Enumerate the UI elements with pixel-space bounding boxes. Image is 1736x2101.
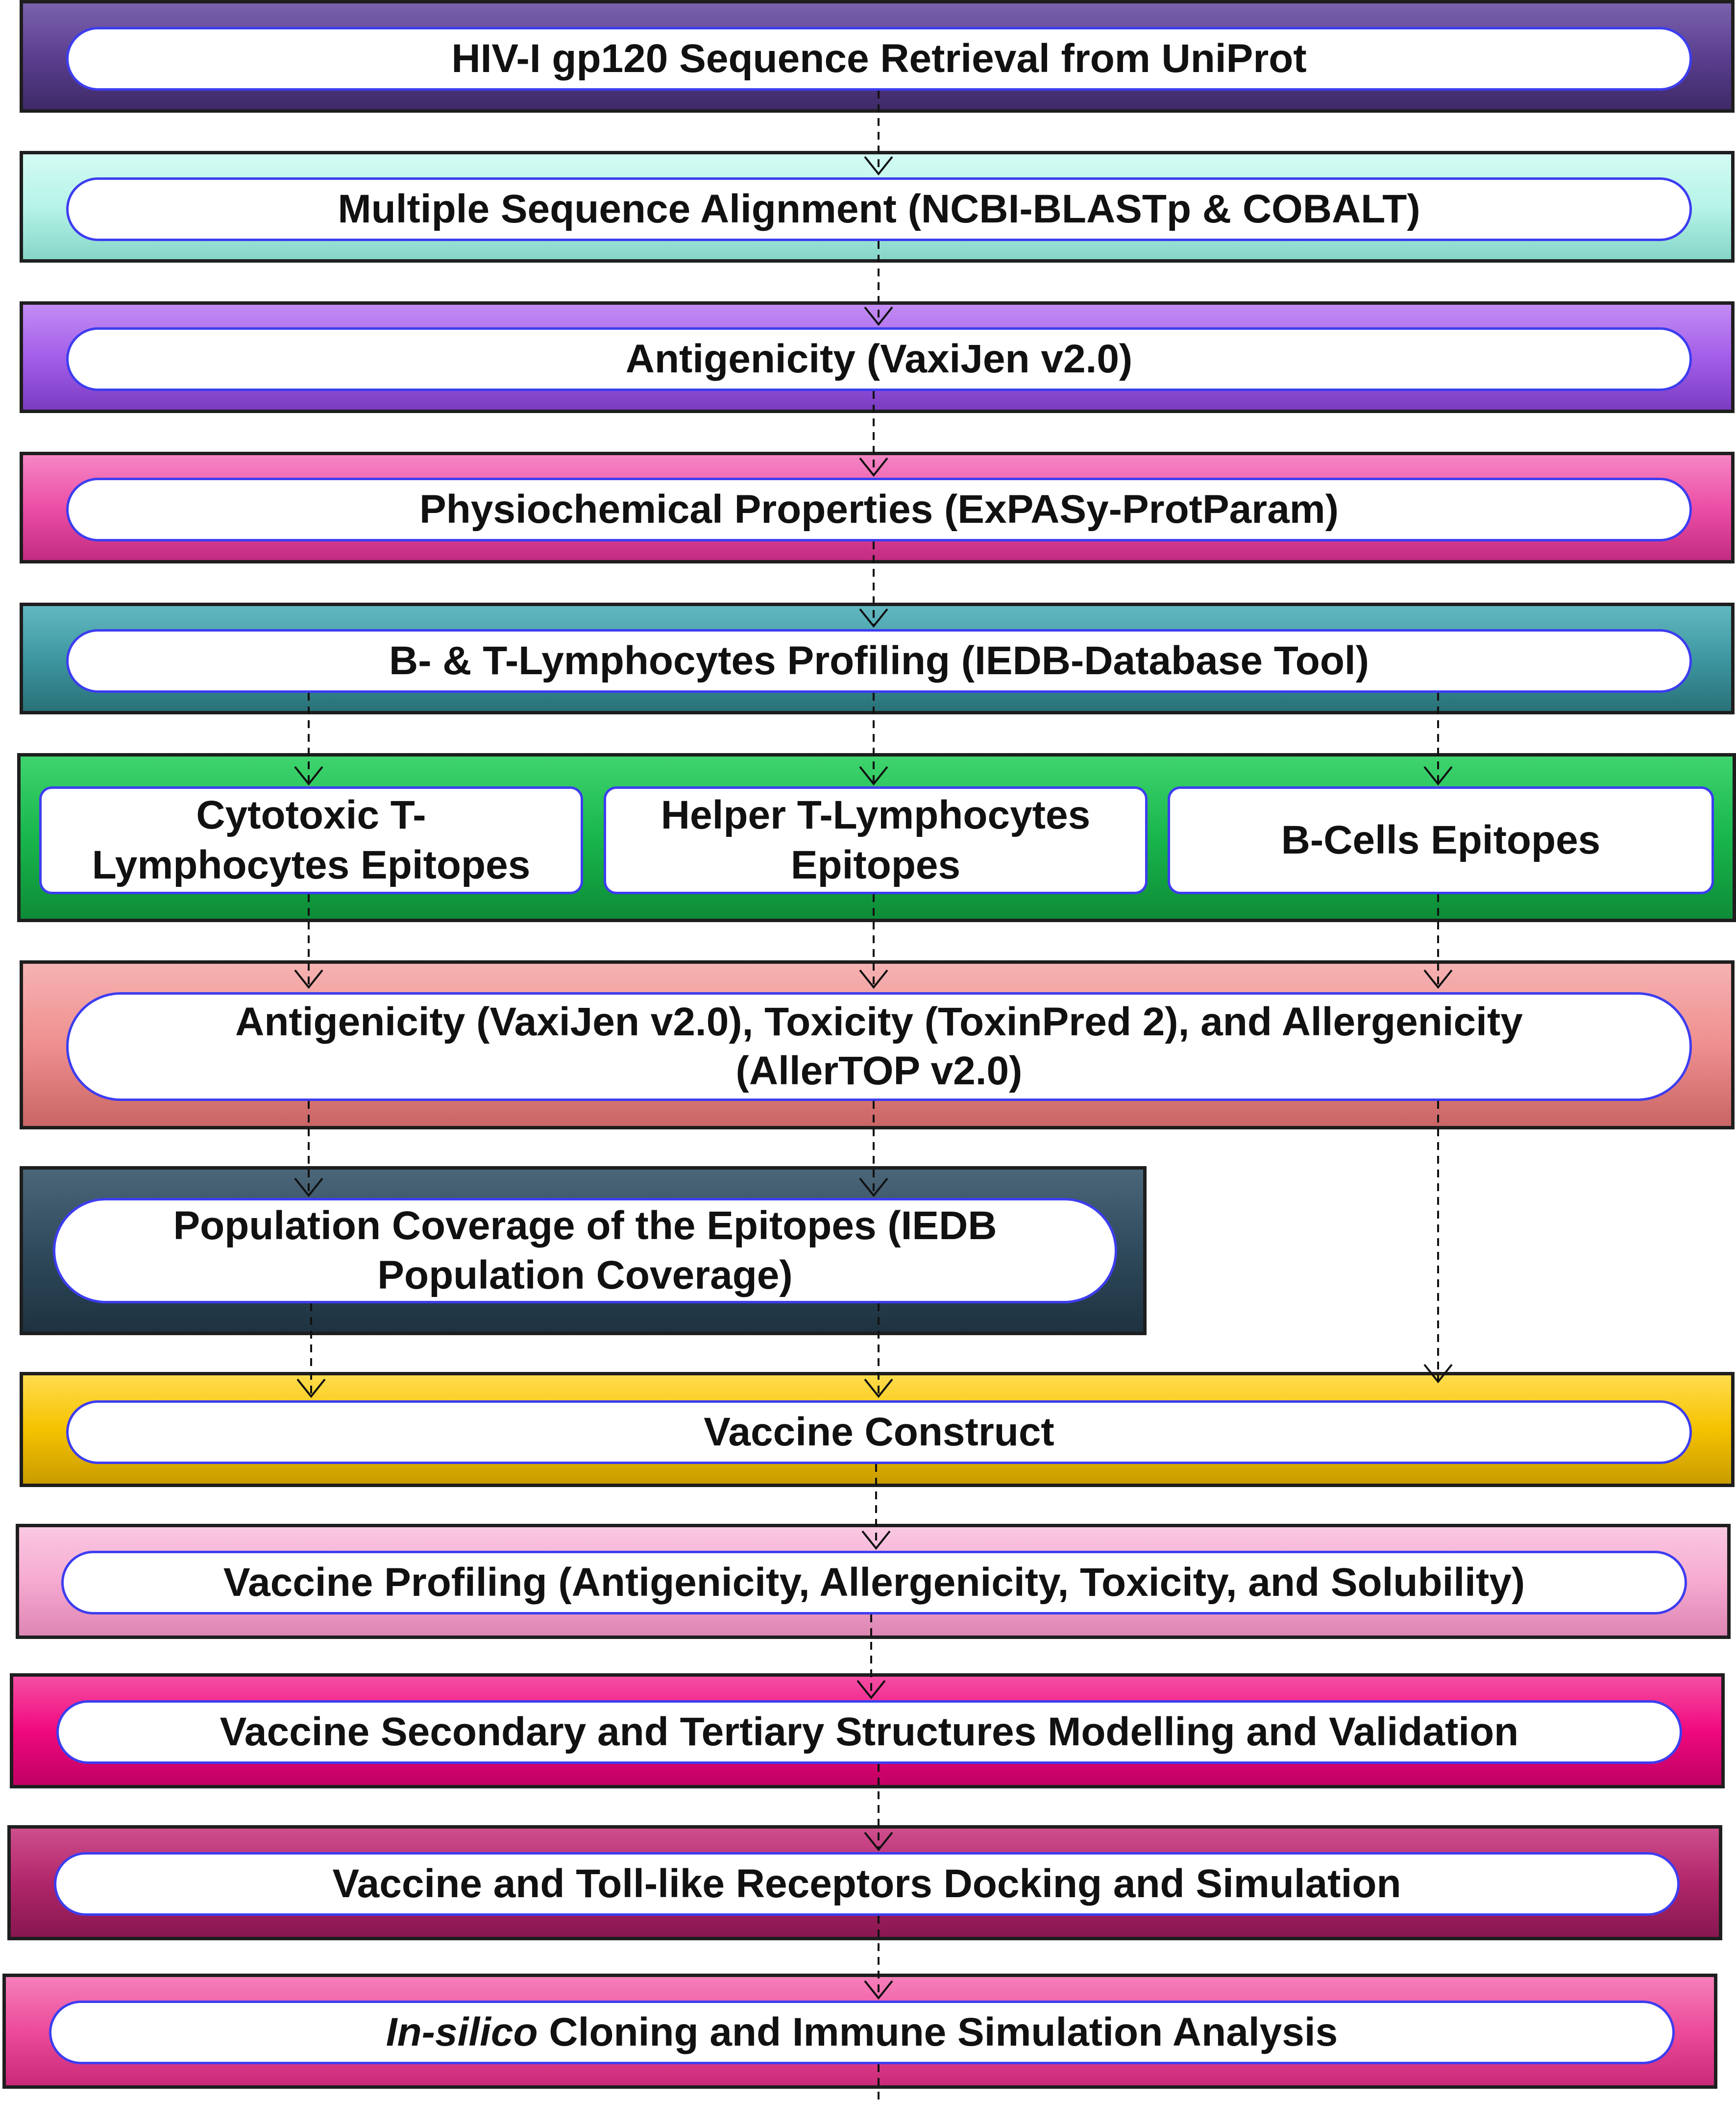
step-2-label: Multiple Sequence Alignment (NCBI-BLASTp & COBALT) <box>338 186 1420 231</box>
step-11-label: Vaccine Secondary and Tertiary Structures Modelling and Validation <box>220 1709 1519 1754</box>
step-10-vaccine-profiling <box>61 1551 1687 1614</box>
step-4-label: Physiochemical Properties (ExPASy-ProtParam) <box>419 487 1339 532</box>
step-8-population-coverage <box>53 1198 1117 1303</box>
step-13-italic-prefix: In-silico <box>386 2009 538 2054</box>
epitope-label-helper: Helper T-Lymphocytes Epitopes <box>660 792 1091 887</box>
step-11-structure-modelling <box>56 1700 1682 1764</box>
epitope-box-helper <box>604 786 1148 894</box>
step-4-physiochemical <box>66 478 1692 541</box>
step-5-lymphocyte-profiling <box>66 629 1692 693</box>
step-12-label: Vaccine and Toll-like Receptors Docking and Simulation <box>332 1861 1401 1906</box>
epitope-label-cytotoxic: Cytotoxic T-Lymphocytes Epitopes <box>92 792 531 887</box>
step-7-label: Antigenicity (VaxiJen v2.0), Toxicity (ToxinPred 2), and Allergenicity (AllerTOP v2.0) <box>235 999 1523 1093</box>
step-13-label <box>386 2008 1338 2057</box>
step-13-label-rest: Cloning and Immune Simulation Analysis <box>538 2009 1338 2054</box>
step-12-docking-simulation <box>54 1852 1680 1916</box>
step-8-label: Population Coverage of the Epitopes (IEDB Population Coverage) <box>173 1203 997 1297</box>
step-3-antigenicity <box>66 327 1692 391</box>
epitope-box-b-cells <box>1168 786 1714 894</box>
epitope-label-b-cells: B-Cells Epitopes <box>1281 817 1601 862</box>
step-3-label: Antigenicity (VaxiJen v2.0) <box>625 336 1133 381</box>
step-7-screening <box>66 992 1692 1101</box>
step-5-label: B- & T-Lymphocytes Profiling (IEDB-Database Tool) <box>389 638 1369 683</box>
step-1-sequence-retrieval <box>66 27 1692 91</box>
step-13-cloning-immune-simulation <box>49 2001 1675 2064</box>
step-1-label: HIV-I gp120 Sequence Retrieval from UniProt <box>451 36 1307 81</box>
epitope-box-cytotoxic <box>39 786 583 894</box>
step-10-label: Vaccine Profiling (Antigenicity, Allergenicity, Toxicity, and Solubility) <box>223 1560 1525 1605</box>
step-2-sequence-alignment <box>66 177 1692 241</box>
step-9-label: Vaccine Construct <box>704 1409 1054 1454</box>
step-9-vaccine-construct <box>66 1400 1692 1464</box>
